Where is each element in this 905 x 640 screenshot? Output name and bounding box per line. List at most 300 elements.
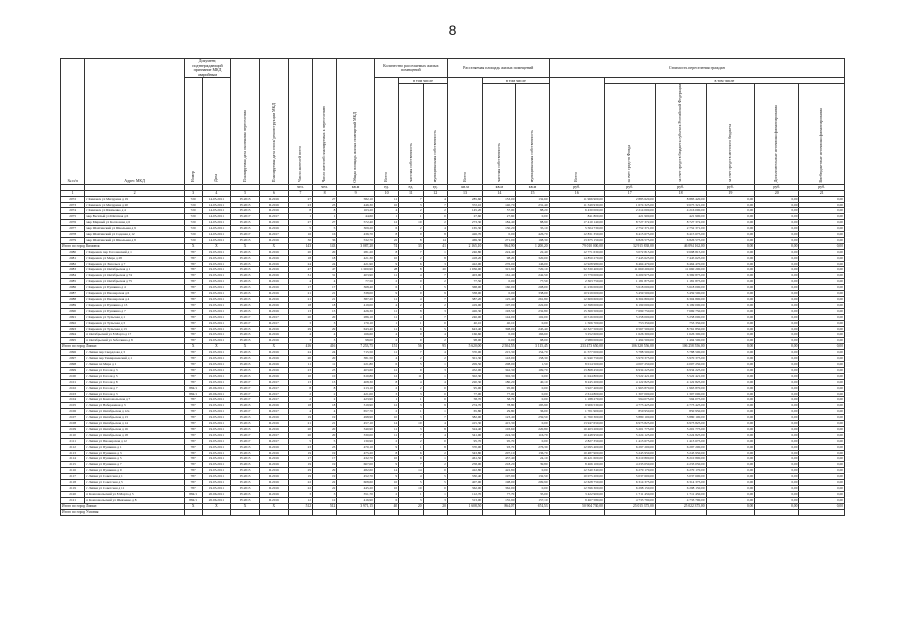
column-number-cell: 19 — [706, 190, 755, 196]
table-cell: 1 000,90 — [337, 267, 375, 273]
table-cell: IV.2015 — [231, 491, 260, 497]
table-cell: 5 — [288, 226, 312, 232]
table-cell: 29 — [313, 468, 337, 474]
table-cell: IV.2015 — [231, 462, 260, 468]
table-cell: IV.2015 — [231, 202, 260, 208]
table-cell: 180,20 — [483, 379, 516, 385]
table-cell: 2 — [423, 338, 447, 344]
table-cell: 22,40 — [516, 249, 549, 255]
table-cell: 0,00 — [799, 255, 845, 261]
table-cell: 0,00 — [706, 468, 755, 474]
table-cell: 4 — [399, 297, 423, 303]
table-cell: 0,00 — [799, 480, 845, 486]
table-cell: 408,30 — [337, 379, 375, 385]
column-number-cell: 8 — [313, 190, 337, 196]
table-cell: 787 — [184, 267, 202, 273]
table-cell: 0,00 — [706, 356, 755, 362]
table-cell: 421,30 — [337, 255, 375, 261]
table-cell: IV.2015 — [231, 291, 260, 297]
table-cell: 422,80 — [483, 468, 516, 474]
table-cell: 19.05.2011 — [202, 249, 231, 255]
table-cell: 3 — [423, 261, 447, 267]
table-cell: 3 — [423, 367, 447, 373]
table-cell: 35,10 — [516, 226, 549, 232]
table-cell: 2087 — [61, 291, 85, 297]
table-cell: 0,00 — [755, 314, 799, 320]
table-cell: 0,00 — [799, 379, 845, 385]
table-cell: 7 — [423, 273, 447, 279]
table-cell: 5 201 775,00 — [604, 426, 655, 432]
table-cell: 20 — [288, 356, 312, 362]
table-cell: 0,00 — [799, 426, 845, 432]
table-cell: IV.2015 — [231, 261, 260, 267]
table-cell: 2114 — [61, 456, 85, 462]
table-cell: 3 115,45 — [516, 344, 549, 350]
table-cell: 145,20 — [447, 208, 482, 214]
table-cell: IV.2015 — [231, 356, 260, 362]
table-cell: 2120 — [61, 491, 85, 497]
table-cell — [337, 509, 375, 515]
table-cell: 2119 — [61, 486, 85, 492]
table-cell: 19.05.2011 — [202, 373, 231, 379]
table-cell: 11 236 000,00 — [549, 285, 604, 291]
table-cell: II.2017 — [259, 385, 288, 391]
table-cell: IV.2015 — [231, 226, 260, 232]
table-cell: 19.05.2011 — [202, 456, 231, 462]
table-cell: 720 — [184, 208, 202, 214]
table-cell: 65,80 — [447, 409, 482, 415]
table-cell: 0,00 — [755, 468, 799, 474]
table-cell: 787 — [184, 285, 202, 291]
table-cell: 5 243 950,00 — [604, 450, 655, 456]
table-cell: IV.2015 — [231, 237, 260, 243]
table-cell: 370,00 — [447, 444, 482, 450]
table-cell: 4 216 000,00 — [655, 208, 706, 214]
table-cell: 195,90 — [516, 403, 549, 409]
table-cell: 0,00 — [706, 462, 755, 468]
table-cell: 403,90 — [447, 273, 482, 279]
table-cell: 23 — [288, 367, 312, 373]
table-cell: 313,00 — [447, 497, 482, 503]
table-cell: 1 188 270,00 — [549, 397, 604, 403]
address-cell: г Киреевск ул Пушкина д 7 — [85, 308, 185, 314]
table-cell: X — [231, 503, 260, 509]
table-cell — [655, 509, 706, 515]
table-cell: II.2017 — [259, 214, 288, 220]
table-cell: 16 421 600,00 — [549, 456, 604, 462]
table-cell: 14.05.2011 — [202, 202, 231, 208]
page-number: 8 — [448, 22, 457, 38]
table-cell: 8 — [399, 267, 423, 273]
header-rooms-private: частная собственность — [399, 84, 423, 185]
table-cell: 0,00 — [755, 361, 799, 367]
table-cell: 15 369 500,00 — [549, 308, 604, 314]
address-cell: г Липки ул Октябрьская д 18 — [85, 432, 185, 438]
table-cell: 32 330 400,00 — [549, 267, 604, 273]
table-cell: 0,00 — [755, 279, 799, 285]
table-cell: 5 — [288, 438, 312, 444]
table-cell: 1 — [374, 397, 398, 403]
table-cell: 0,00 — [706, 503, 755, 509]
table-cell: 41 — [423, 243, 447, 249]
table-cell: 13 — [313, 308, 337, 314]
table-cell: 0,00 — [755, 226, 799, 232]
table-cell: 221,80 — [337, 361, 375, 367]
table-cell: 9 675 321,00 — [655, 202, 706, 208]
table-cell: 0,00 — [799, 373, 845, 379]
table-cell: 5 459 500,00 — [655, 291, 706, 297]
table-cell: 0 — [423, 397, 447, 403]
table-cell: 6 298 150,00 — [604, 486, 655, 492]
table-cell: 4 007 250,00 — [604, 361, 655, 367]
table-cell: 5 459 500,00 — [604, 291, 655, 297]
table-cell: 0,00 — [706, 226, 755, 232]
table-cell: 7 669 750,00 — [655, 308, 706, 314]
table-cell: 3 — [399, 391, 423, 397]
table-cell: 6 297 200,00 — [655, 444, 706, 450]
table-cell: 9 — [374, 444, 398, 450]
table-cell: IV.2015 — [231, 468, 260, 474]
table-cell: 6 199 000,00 — [604, 302, 655, 308]
table-cell: 7 445 625,00 — [604, 255, 655, 261]
table-cell: 19.05.2011 — [202, 409, 231, 415]
table-cell: II.2016 — [259, 450, 288, 456]
header-area-incl: в том числе — [483, 78, 549, 84]
table-cell: 11 044 800,00 — [549, 373, 604, 379]
table-cell: 0,00 — [483, 279, 516, 285]
table-cell: II.2016 — [259, 255, 288, 261]
table-cell: IV.2015 — [231, 361, 260, 367]
table-cell: 667,00 — [337, 462, 375, 468]
table-cell: 2 — [399, 302, 423, 308]
table-cell: 643,40 — [337, 326, 375, 332]
table-cell: 2093 — [61, 326, 85, 332]
table-cell: 787 — [184, 426, 202, 432]
column-number-cell: 1 — [61, 190, 85, 196]
table-cell: 5 522 421,00 — [655, 373, 706, 379]
table-cell: 274,70 — [447, 403, 482, 409]
table-cell: 0,00 — [706, 438, 755, 444]
table-cell: 0,00 — [706, 361, 755, 367]
address-cell: г Липки ул Октябрьская д 14 — [85, 421, 185, 427]
table-cell: 2 989 000,00 — [549, 338, 604, 344]
table-cell: 18 — [288, 255, 312, 261]
table-cell: 6 298 150,00 — [655, 486, 706, 492]
table-cell: 25 022 375,00 — [655, 503, 706, 509]
table-cell: 0,00 — [706, 220, 755, 226]
table-cell: 5 970 375,00 — [655, 356, 706, 362]
table-cell: 426,30 — [337, 308, 375, 314]
table-cell: 7 445 625,00 — [655, 255, 706, 261]
table-cell: 0,00 — [706, 497, 755, 503]
table-cell: II.2017 — [259, 320, 288, 326]
table-cell: 338,00 — [516, 291, 549, 297]
table-cell: IV.2015 — [231, 338, 260, 344]
table-cell: IV.2017 — [231, 385, 260, 391]
table-cell: 130,90 — [337, 438, 375, 444]
table-cell: 0,00 — [755, 409, 799, 415]
table-cell: 14.05.2011 — [202, 232, 231, 238]
table-cell: 0,00 — [799, 421, 845, 427]
table-cell: 23 — [288, 202, 312, 208]
table-cell: 787 — [184, 261, 202, 267]
table-cell: 21 — [313, 291, 337, 297]
table-cell: 10 — [374, 415, 398, 421]
table-cell — [399, 509, 423, 515]
table-cell: 5 504 730,00 — [549, 226, 604, 232]
table-cell: 4 — [423, 350, 447, 356]
table-cell: 5 — [399, 361, 423, 367]
table-cell: 8 — [374, 232, 398, 238]
table-cell: 12 540 340,00 — [549, 468, 604, 474]
table-cell: 102,00 — [516, 314, 549, 320]
table-cell: 5 — [313, 226, 337, 232]
table-cell: IV.2015 — [231, 249, 260, 255]
table-cell: 610,80 — [337, 373, 375, 379]
table-cell: 6 934 225,00 — [655, 367, 706, 373]
table-cell: 0,00 — [706, 314, 755, 320]
table-cell: 787 — [184, 468, 202, 474]
table-cell: IV.2015 — [231, 285, 260, 291]
table-cell: 3 — [313, 320, 337, 326]
table-cell: 445,20 — [337, 486, 375, 492]
table-cell: II.2016 — [259, 308, 288, 314]
column-number-cell: 2 — [85, 190, 185, 196]
table-cell: 2102 — [61, 385, 85, 391]
table-cell: 0,00 — [755, 444, 799, 450]
table-cell: 58,70 — [447, 397, 482, 403]
table-cell: 421,00 — [337, 391, 375, 397]
table-cell: 787 — [184, 314, 202, 320]
table-cell: 2092 — [61, 320, 85, 326]
table-cell: 2098 — [61, 361, 85, 367]
table-cell: II.2016 — [259, 326, 288, 332]
table-cell: 8 — [423, 232, 447, 238]
table-cell: 0,00 — [799, 385, 845, 391]
table-cell: 12 628 750,00 — [549, 480, 604, 486]
table-cell: 5 788 500,00 — [655, 350, 706, 356]
table-cell: IV.2015 — [231, 421, 260, 427]
table-cell: 302,30 — [447, 373, 482, 379]
table-cell: 0,00 — [706, 480, 755, 486]
table-cell: 4 — [288, 279, 312, 285]
table-cell: 27,60 — [483, 214, 516, 220]
table-cell: 9 567 500,00 — [604, 326, 655, 332]
address-cell: г Липки ул Советская д 1 — [85, 474, 185, 480]
table-cell: 4 — [399, 474, 423, 480]
table-cell: II.2016 — [259, 297, 288, 303]
table-cell: 4 — [399, 379, 423, 385]
table-cell: 2079 — [61, 237, 85, 243]
table-cell: II.2016 — [259, 208, 288, 214]
table-cell: 2090 — [61, 308, 85, 314]
table-cell: IV.2015 — [231, 474, 260, 480]
table-cell: 512 — [288, 503, 312, 509]
table-cell: 9 — [374, 261, 398, 267]
table-cell: 0,00 — [706, 450, 755, 456]
table-cell: 8 727 372,00 — [655, 220, 706, 226]
header-residents: Число жителей всего — [288, 59, 312, 185]
table-cell: 0,00 — [755, 497, 799, 503]
column-number-cell: 18 — [655, 190, 706, 196]
table-cell: 0,00 — [755, 243, 799, 249]
table-cell: 14.05.2011 — [202, 214, 231, 220]
table-cell: 0,00 — [755, 350, 799, 356]
table-cell: 12 — [374, 373, 398, 379]
table-cell: IV.2017 — [231, 214, 260, 220]
table-cell: 343,80 — [447, 450, 482, 456]
table-cell: 674,53 — [516, 503, 549, 509]
table-cell: 23 — [288, 444, 312, 450]
table-cell: 11 — [374, 350, 398, 356]
table-cell: 153,00 — [483, 196, 516, 202]
table-cell: 0,00 — [755, 391, 799, 397]
table-cell: 1 181 875,00 — [655, 279, 706, 285]
table-cell — [604, 509, 655, 515]
table-cell: 446,30 — [337, 202, 375, 208]
table-cell: 2099 — [61, 367, 85, 373]
table-cell: 301,30 — [447, 356, 482, 362]
table-cell: 29 — [313, 326, 337, 332]
table-cell: 4 — [423, 379, 447, 385]
table-cell: IV.2015 — [231, 302, 260, 308]
table-cell: 884/1 — [184, 385, 202, 391]
table-cell: IV.2015 — [231, 308, 260, 314]
table-cell: II.2016 — [259, 373, 288, 379]
table-cell: 340,90 — [337, 426, 375, 432]
table-cell: 19.05.2011 — [202, 379, 231, 385]
address-cell: г Киреевск пер Гоголевский д 1 — [85, 249, 185, 255]
address-cell: г Киреевск ул Пушкина д 4 — [85, 285, 185, 291]
table-cell — [483, 509, 516, 515]
table-cell: 198,30 — [516, 237, 549, 243]
table-cell: 0 — [399, 332, 423, 338]
column-number-cell: 15 — [516, 190, 549, 196]
table-cell: 2105 — [61, 403, 85, 409]
table-cell: 2082 — [61, 261, 85, 267]
table-cell: 3 — [399, 497, 423, 503]
table-cell: 2 214 000,00 — [604, 208, 655, 214]
table-cell: II.2017 — [259, 314, 288, 320]
table-cell: 0,00 — [516, 214, 549, 220]
table-cell: 787 — [184, 415, 202, 421]
table-cell: 0,00 — [755, 379, 799, 385]
table-cell: IV.2015 — [231, 208, 260, 214]
table-cell: 2 — [374, 491, 398, 497]
table-cell: IV.2015 — [231, 497, 260, 503]
table-cell: 77,00 — [483, 391, 516, 397]
table-cell: 2077 — [61, 226, 85, 232]
table-cell: 2 — [399, 226, 423, 232]
table-cell: 1 — [399, 320, 423, 326]
table-cell: II.2016 — [259, 350, 288, 356]
table-cell: 12 398 000,00 — [549, 302, 604, 308]
address-cell: г Липки ул Пушкина д 1 — [85, 444, 185, 450]
table-cell: 0 — [399, 232, 423, 238]
table-cell: 112,70 — [447, 491, 482, 497]
table-cell: 116,70 — [516, 432, 549, 438]
table-cell: 0,00 — [755, 261, 799, 267]
table-cell: 6 314 375,00 — [604, 480, 655, 486]
table-cell: 24,10 — [516, 456, 549, 462]
table-cell: 5 224 825,00 — [655, 432, 706, 438]
table-cell: 1 — [399, 397, 423, 403]
table-cell: IV.2015 — [231, 415, 260, 421]
unit-cell: кв.м — [447, 184, 482, 190]
table-cell: 10 — [374, 480, 398, 486]
table-cell: 2 827 350,00 — [549, 438, 604, 444]
table-cell: 0,00 — [755, 385, 799, 391]
table-cell: 0,00 — [755, 503, 799, 509]
table-cell: 5 618 000,00 — [604, 285, 655, 291]
table-cell: 338,00 — [447, 291, 482, 297]
table-cell: 372,10 — [447, 202, 482, 208]
table-cell: 850 950,00 — [604, 409, 655, 415]
table-cell: 8 — [313, 385, 337, 391]
table-cell: 1 413 675,00 — [655, 438, 706, 444]
table-cell: 8 210 800,00 — [655, 456, 706, 462]
address-cell: г Липки ул Пушкина д 5 — [85, 456, 185, 462]
table-cell: 4 233 050,00 — [655, 462, 706, 468]
table-cell: 10 075 200,00 — [549, 474, 604, 480]
table-cell: 2 — [423, 279, 447, 285]
table-cell: 170,10 — [337, 320, 375, 326]
table-cell: 19 — [288, 415, 312, 421]
table-cell: 18 — [288, 302, 312, 308]
table-cell: 12 — [374, 220, 398, 226]
table-cell: 0 — [423, 320, 447, 326]
table-cell: 421,90 — [337, 261, 375, 267]
table-cell: 14 — [374, 468, 398, 474]
table-cell: 220,30 — [447, 379, 482, 385]
table-cell: 0,00 — [516, 421, 549, 427]
table-cell: 0,00 — [755, 403, 799, 409]
table-cell: 0,00 — [755, 332, 799, 338]
table-cell: 6 430 000,00 — [549, 208, 604, 214]
table-cell: 8 — [399, 308, 423, 314]
table-cell: 2 — [288, 397, 312, 403]
table-cell: IV.2017 — [231, 314, 260, 320]
table-cell: 2 752 371,00 — [604, 226, 655, 232]
table-cell: 643,40 — [447, 326, 482, 332]
table-cell: 2091 — [61, 314, 85, 320]
table-cell: 11 — [374, 273, 398, 279]
table-cell: 20 — [288, 314, 312, 320]
table-cell: 4 — [374, 332, 398, 338]
table-cell: 787 — [184, 279, 202, 285]
table-cell — [799, 509, 845, 515]
table-cell: 1 307 000,00 — [604, 391, 655, 397]
table-cell: 0,00 — [706, 373, 755, 379]
table-cell: 1 — [423, 361, 447, 367]
table-cell: IV.2015 — [231, 326, 260, 332]
table-cell: II.2016 — [259, 421, 288, 427]
table-cell: 9 698 815,00 — [655, 249, 706, 255]
table-cell: 0 — [423, 468, 447, 474]
table-cell: 0,00 — [799, 314, 845, 320]
column-number-cell: 11 — [399, 190, 423, 196]
table-cell: 23 — [313, 367, 337, 373]
table-cell: II.2017 — [259, 397, 288, 403]
table-cell — [755, 509, 799, 515]
table-cell: 0,00 — [706, 255, 755, 261]
table-cell: 3 — [423, 308, 447, 314]
table-cell: 403,60 — [337, 367, 375, 373]
table-cell: 423,90 — [337, 397, 375, 403]
table-cell: 13 — [288, 308, 312, 314]
address-cell: г Киреевск ул Тульская д 13 — [85, 326, 185, 332]
address-cell: г Липки пл Мира д 1 — [85, 361, 185, 367]
